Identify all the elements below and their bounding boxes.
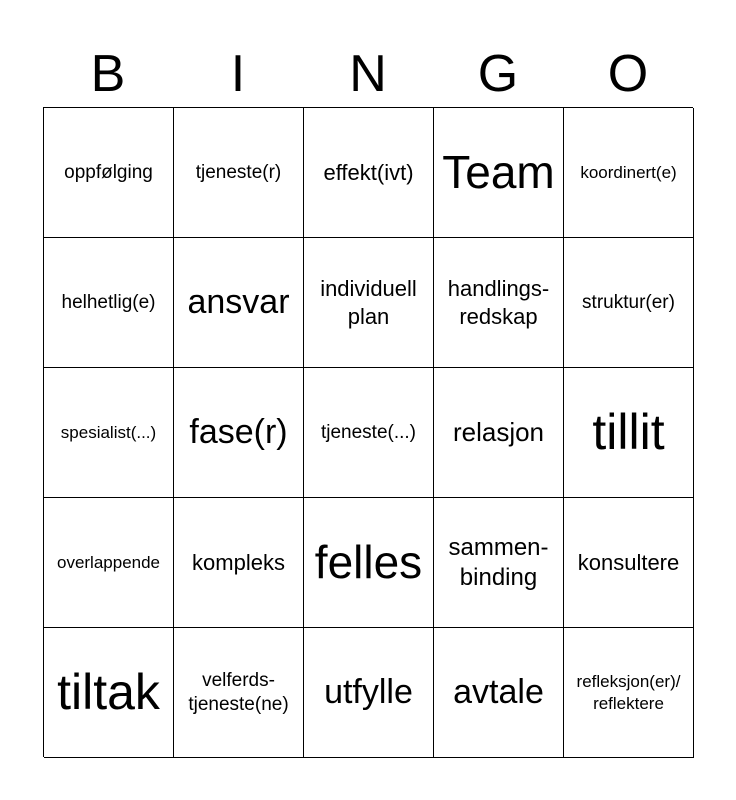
cell-label: Team [442, 146, 555, 199]
cell-label: relasjon [452, 417, 545, 448]
bingo-board [43, 107, 693, 757]
cell-label: struktur(er) [582, 291, 675, 313]
cell-label: koordinert(e) [580, 162, 677, 182]
cell-label: helhetlig(e) [61, 291, 156, 313]
bingo-header [43, 40, 693, 108]
bingo-cell[interactable] [44, 108, 174, 238]
cell-label: oppfølging [64, 161, 153, 183]
cell-label: ansvar [187, 282, 290, 321]
bingo-cell[interactable] [44, 368, 174, 498]
cell-label: avtale [453, 672, 544, 711]
bingo-cell[interactable] [564, 368, 694, 498]
cell-label: spesialist(...) [60, 422, 157, 442]
bingo-cell[interactable] [304, 498, 434, 628]
bingo-cell[interactable] [44, 238, 174, 368]
bingo-cell[interactable] [434, 498, 564, 628]
cell-label: utfylle [324, 672, 413, 711]
bingo-cell[interactable] [304, 108, 434, 238]
bingo-cell[interactable] [174, 368, 304, 498]
cell-label: handlings-redskap [447, 276, 550, 329]
header-letter-n: N [349, 45, 387, 103]
cell-label: tjeneste(r) [195, 161, 282, 183]
bingo-cell[interactable] [434, 238, 564, 368]
cell-label: sammen-binding [448, 533, 549, 591]
bingo-cell[interactable] [304, 368, 434, 498]
cell-label: tiltak [57, 664, 160, 721]
cell-label: felles [314, 536, 423, 589]
bingo-cell[interactable] [304, 628, 434, 758]
cell-label: effekt(ivt) [323, 159, 414, 185]
bingo-cell[interactable] [564, 108, 694, 238]
header-letter-o: O [607, 45, 649, 103]
cell-label: tillit [592, 404, 665, 461]
header-letter-i: I [230, 45, 246, 103]
bingo-cell[interactable] [434, 368, 564, 498]
cell-label: velferds-tjeneste(ne) [188, 669, 289, 715]
bingo-cell[interactable] [434, 628, 564, 758]
bingo-cell[interactable] [44, 498, 174, 628]
bingo-cell[interactable] [564, 238, 694, 368]
cell-label: individuell plan [320, 276, 417, 329]
bingo-cell[interactable] [564, 628, 694, 758]
bingo-cell[interactable] [304, 238, 434, 368]
header-letter-b: B [90, 45, 126, 103]
cell-label: refleksjon(er)/ reflektere [576, 672, 681, 713]
bingo-cell[interactable] [564, 498, 694, 628]
bingo-cell[interactable] [174, 628, 304, 758]
header-letter-g: G [477, 45, 519, 103]
cell-label: konsultere [577, 549, 680, 575]
bingo-cell[interactable] [434, 108, 564, 238]
bingo-cell[interactable] [174, 238, 304, 368]
bingo-cell[interactable] [174, 108, 304, 238]
cell-label: fase(r) [189, 412, 288, 451]
cell-label: overlappende [56, 552, 161, 572]
bingo-cell[interactable] [44, 628, 174, 758]
cell-label: kompleks [192, 549, 285, 575]
bingo-cell[interactable] [174, 498, 304, 628]
cell-label: tjeneste(...) [320, 421, 417, 443]
